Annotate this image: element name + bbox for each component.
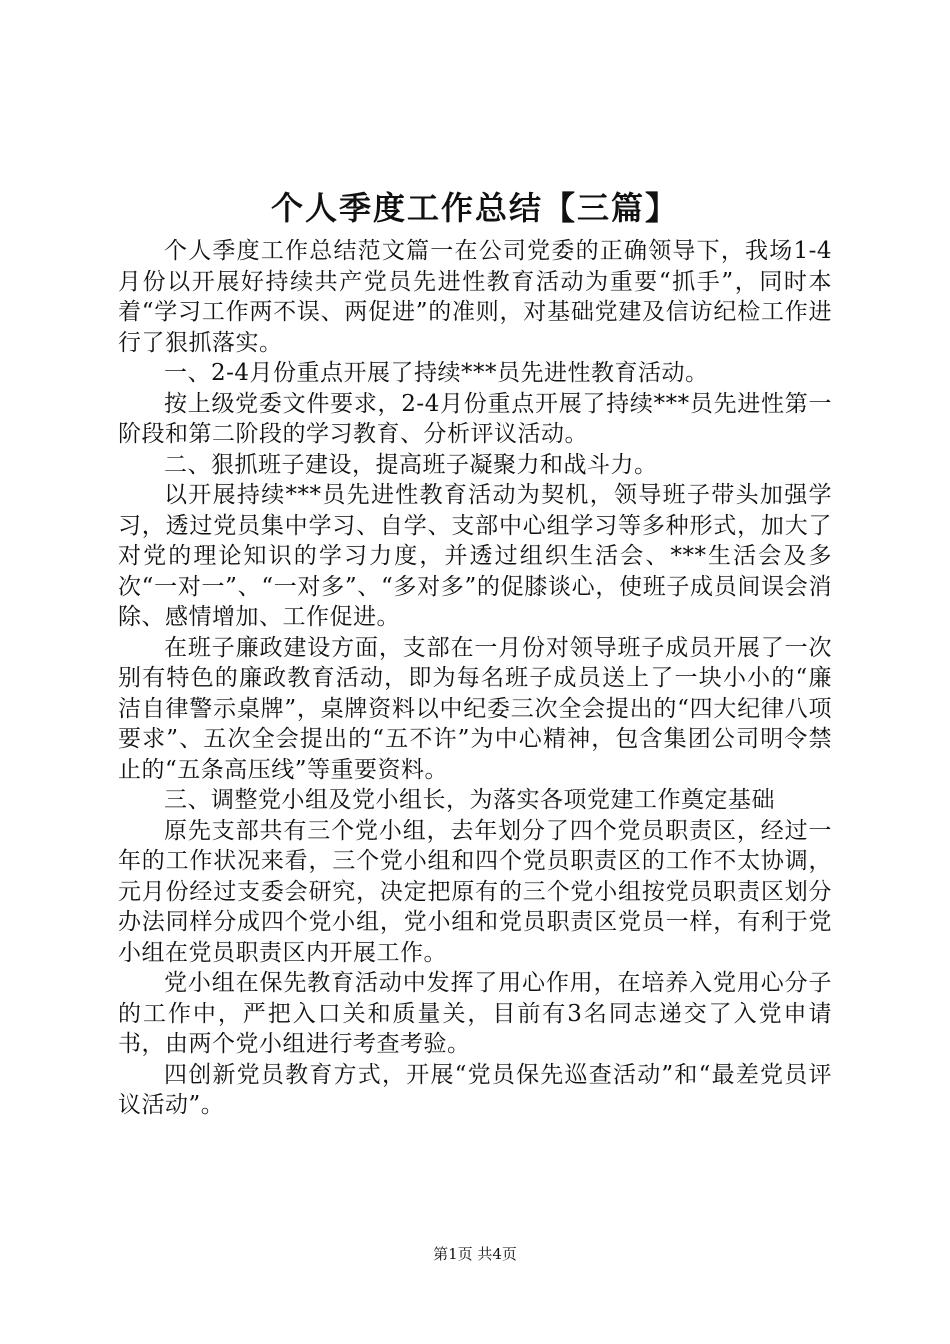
page-footer <box>0 1244 950 1264</box>
paragraph: 在班子廉政建设方面，支部在一月份对领导班子成员开展了一次别有特色的廉政教育活动，即为每名班子成员送上了一块小小的“廉洁自律警示桌牌”，桌牌资料以中纪委三次全会提出的“四大纪律八项要求”、五次全会提出的“五不许”为中心精神，包含集团公司明令禁止的“五条高压线”等重要资料。 <box>118 634 832 783</box>
paragraph: 按上级党委文件要求，2-4月份重点开展了持续***员先进性第一阶段和第二阶段的学习教育、分析评议活动。 <box>118 390 832 447</box>
paragraph: 原先支部共有三个党小组，去年划分了四个党员职责区，经过一年的工作状况来看，三个党小组和四个党员职责区的工作不太协调，元月份经过支委会研究，决定把原有的三个党小组按党员职责区划分办法同样分成四个党小组，党小组和党员职责区党员一样，有利于党小组在党员职责区内开展工作。 <box>118 817 832 966</box>
document-title: 个人季度工作总结【三篇】 <box>270 189 679 227</box>
document-body <box>118 236 832 1121</box>
section-heading-2: 二、狠抓班子建设，提高班子凝聚力和战斗力。 <box>164 451 658 478</box>
section-heading-4: 四创新党员教育方式，开展“党员保先巡查活动”和“最差党员评议活动”。 <box>118 1061 832 1118</box>
section-heading-1: 一、2-4月份重点开展了持续***员先进性教育活动。 <box>164 360 709 386</box>
paragraph: 以开展持续***员先进性教育活动为契机，领导班子带头加强学习，透过党员集中学习、自学、支部中心组学习等多种形式，加大了对党的理论知识的学习力度，并透过组织生活会、***生活会及多次“一对一”、“一对多”、“多对多”的促膝谈心，使班子成员间误会消除、感情增加、工作促进。 <box>118 482 832 630</box>
paragraph-intro: 个人季度工作总结范文篇一在公司党委的正确领导下，我场1-4月份以开展好持续共产党员先进性教育活动为重要“抓手”，同时本着“学习工作两不误、两促进”的准则，对基础党建及信访纪检工作进行了狠抓落实。 <box>118 238 832 356</box>
section-heading-3: 三、调整党小组及党小组长，为落实各项党建工作奠定基础 <box>164 787 775 813</box>
paragraph: 党小组在保先教育活动中发挥了用心作用，在培养入党用心分子的工作中，严把入口关和质量关，目前有3名同志递交了入党申请书，由两个党小组进行考查考验。 <box>118 970 832 1057</box>
page-indicator: 第1页 共4页 <box>433 1245 517 1263</box>
